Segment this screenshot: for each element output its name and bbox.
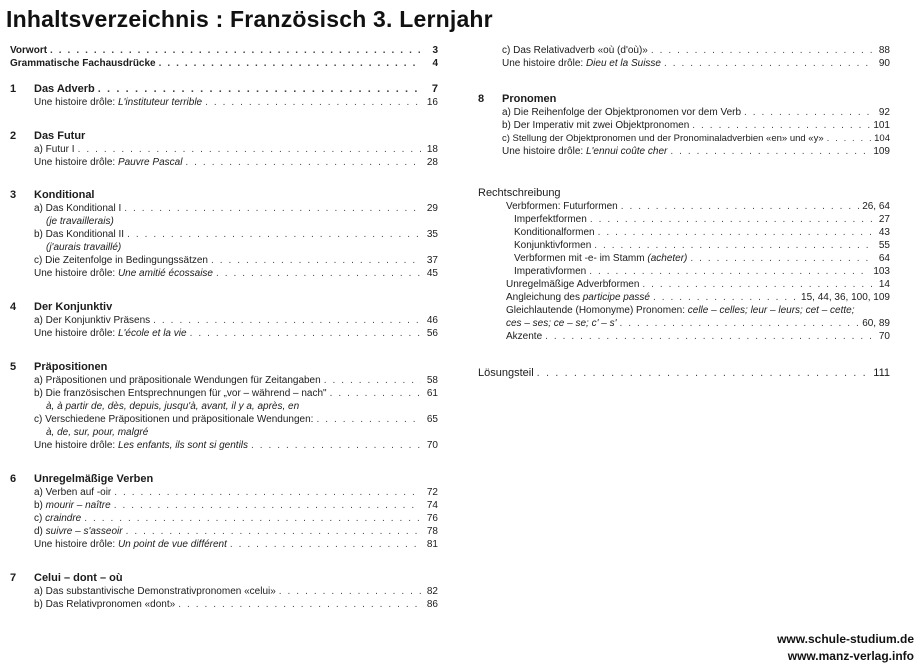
toc-entry: Gleichlautende (Homonyme) Pronomen: celle – celles; leur – leurs; cet – cette; xyxy=(506,305,855,316)
toc-entry: Angleichung des participe passé . . . 15, 44, 36, 100, 109 xyxy=(478,291,890,304)
toc-entry: a) Die Reihenfolge der Objektpronomen vor dem Verb . . . 92 xyxy=(478,106,890,119)
toc-entry: Une histoire drôle: Une amitié écossaise . . . 45 xyxy=(10,267,438,280)
toc-entry: Une histoire drôle: Les enfants, ils sont si gentils . . . 70 xyxy=(10,439,438,452)
footer-url-1[interactable]: www.schule-studium.de xyxy=(777,632,914,646)
chapter-7-continued xyxy=(478,44,890,70)
toc-entry: Unregelmäßige Adverbformen . . . 14 xyxy=(478,278,890,291)
toc-entry: c) Verschiedene Präpositionen und präpositionale Wendungen: . . . 65 xyxy=(10,413,438,426)
chapter-heading: 4 Der Konjunktiv xyxy=(10,301,113,313)
chapter-7 xyxy=(10,571,438,611)
chapter-8 xyxy=(478,92,890,158)
toc-left-column xyxy=(10,44,438,611)
chapter-1 xyxy=(10,83,438,109)
toc-entry: Konditionalformen . . . 43 xyxy=(478,226,890,239)
toc-entry: c) craindre . . . 76 xyxy=(10,512,438,525)
toc-entry: a) Der Konjunktiv Präsens . . . 46 xyxy=(10,314,438,327)
toc-entry: Verbformen mit -e- im Stamm (acheter) . . . 64 xyxy=(478,252,890,265)
chapter-heading: 8 Pronomen xyxy=(478,93,557,105)
toc-subline: à, à partir de, dès, depuis, jusqu'à, avant, il y a, après, en xyxy=(46,401,300,412)
toc-entry: Une histoire drôle: L'ennui coûte cher . . . 109 xyxy=(478,145,890,158)
chapter-heading: 1 Das Adverb . . . 7 xyxy=(10,83,438,96)
toc-subline: à, de, sur, pour, malgré xyxy=(46,427,149,438)
section-loesungsteil xyxy=(478,367,890,380)
toc-entry: b) Das Relativpronomen «dont» . . . 86 xyxy=(10,598,438,611)
toc-entry: Verbformen: Futurformen . . . 26, 64 xyxy=(478,200,890,213)
chapter-heading: 5 Präpositionen xyxy=(10,361,108,373)
toc-right-column xyxy=(478,44,890,380)
toc-subline: (je travaillerais) xyxy=(46,216,114,227)
chapter-4 xyxy=(10,300,438,340)
toc-entry: ces – ses; ce – se; c' – s' . . . 60, 89 xyxy=(478,317,890,330)
chapter-6 xyxy=(10,472,438,551)
page-title: Inhaltsverzeichnis : Französisch 3. Lernjahr xyxy=(6,6,493,32)
toc-entry: Une histoire drôle: Dieu et la Suisse . . . 90 xyxy=(478,57,890,70)
footer-url-2[interactable]: www.manz-verlag.info xyxy=(787,649,914,663)
toc-entry: Lösungsteil . . . 111 xyxy=(478,367,890,380)
toc-entry: Une histoire drôle: L'école et la vie . . . 56 xyxy=(10,327,438,340)
chapter-heading: 3 Konditional xyxy=(10,189,95,201)
toc-entry: Une histoire drôle: Pauvre Pascal . . . 28 xyxy=(10,156,438,169)
chapter-heading: 6 Unregelmäßige Verben xyxy=(10,473,154,485)
toc-entry: b) Die französischen Entsprechnungen für „vor – während – nach" . . . 61 xyxy=(10,387,438,400)
front-matter xyxy=(10,44,438,70)
toc-entry: c) Die Zeitenfolge in Bedingungssätzen . . . 37 xyxy=(10,254,438,267)
toc-entry: Konjunktivformen . . . 55 xyxy=(478,239,890,252)
toc-entry: b) Der Imperativ mit zwei Objektpronomen . . . 101 xyxy=(478,119,890,132)
toc-entry: b) mourir – naître . . . 74 xyxy=(10,499,438,512)
toc-entry: a) Präpositionen und präpositionale Wendungen für Zeitangaben . . . 58 xyxy=(10,374,438,387)
toc-entry-vorwort: Vorwort . . . 3 xyxy=(10,44,438,57)
toc-entry: Une histoire drôle: L'instituteur terrible . . . 16 xyxy=(10,96,438,109)
toc-subline: (j'aurais travaillé) xyxy=(46,242,122,253)
toc-entry-fachausdruecke: Grammatische Fachausdrücke . . . 4 xyxy=(10,57,438,70)
section-heading: Rechtschreibung xyxy=(478,187,561,199)
chapter-heading: 7 Celui – dont – où xyxy=(10,572,123,584)
chapter-3 xyxy=(10,188,438,280)
toc-entry: a) Das Konditional I . . . 29 xyxy=(10,202,438,215)
chapter-2 xyxy=(10,129,438,169)
toc-entry: Une histoire drôle: Un point de vue différent . . . 81 xyxy=(10,538,438,551)
toc-entry: Akzente . . . 70 xyxy=(478,330,890,343)
section-rechtschreibung xyxy=(478,186,890,343)
toc-entry: c) Stellung der Objektpronomen und der Pronominaladverbien «en» und «y» . . . 104 xyxy=(478,132,890,145)
toc-entry: c) Das Relativadverb «où (d'où)» . . . 88 xyxy=(478,44,890,57)
toc-entry: Imperfektformen . . . 27 xyxy=(478,213,890,226)
toc-entry: a) Das substantivische Demonstrativpronomen «celui» . . . 82 xyxy=(10,585,438,598)
toc-entry: a) Futur I . . . 18 xyxy=(10,143,438,156)
chapter-5 xyxy=(10,360,438,452)
toc-entry: d) suivre – s'asseoir . . . 78 xyxy=(10,525,438,538)
toc-entry: b) Das Konditional II . . . 35 xyxy=(10,228,438,241)
toc-entry: a) Verben auf -oir . . . 72 xyxy=(10,486,438,499)
toc-entry: Imperativformen . . . 103 xyxy=(478,265,890,278)
chapter-heading: 2 Das Futur xyxy=(10,130,86,142)
